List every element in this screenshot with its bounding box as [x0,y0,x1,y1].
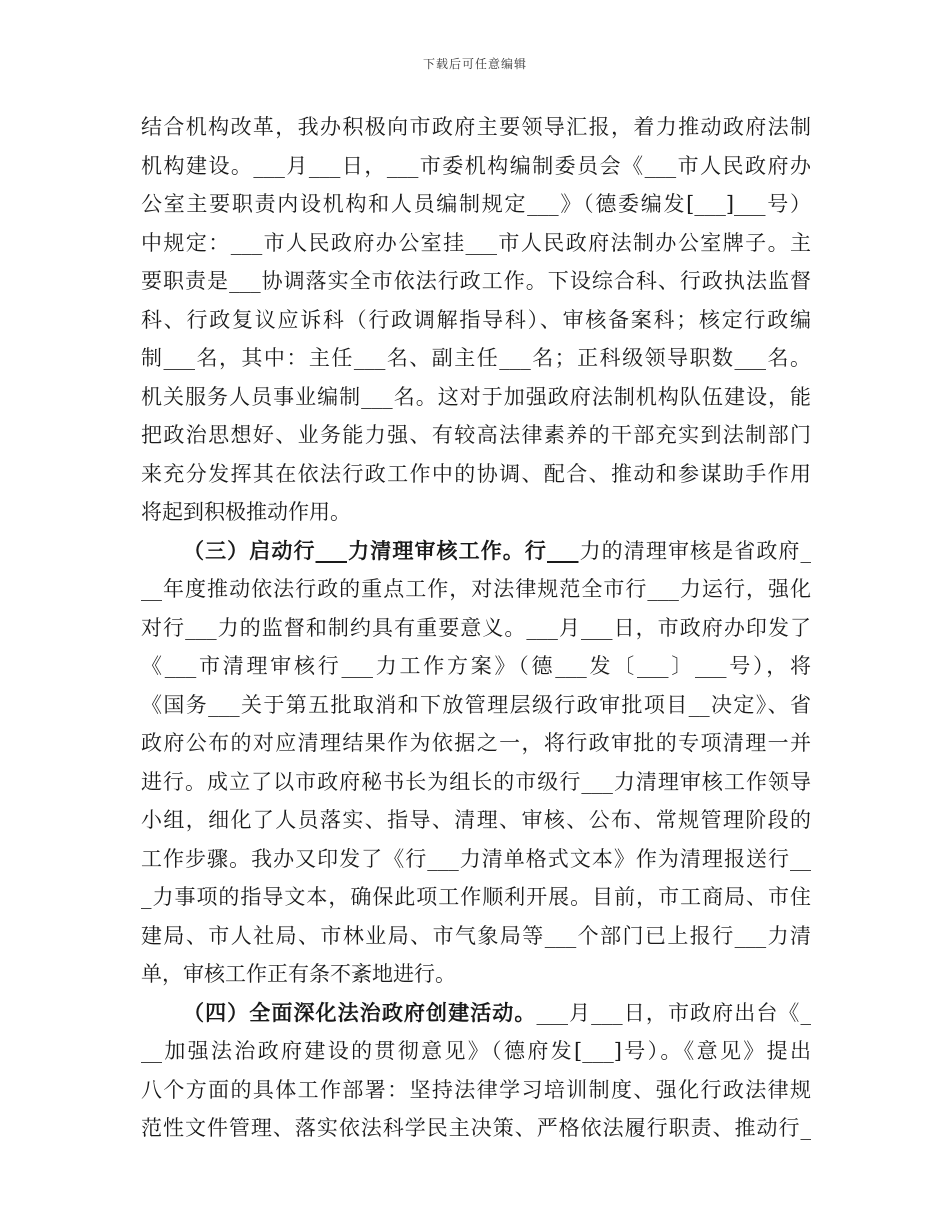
line-text: 中规定：___市人民政府办公室挂___市人民政府法制办公室牌子。主 [141,230,811,255]
line-text: 进行。成立了以市政府秘书长为组长的市级行___力清理审核工作领导 [141,769,811,794]
line-text: 把政治思想好、业务能力强、有较高法律素养的干部充实到法制部门 [141,423,811,447]
line-text: 制___名，其中：主任___名、副主任___名；正科级领导职数___名。 [141,346,811,370]
text-line [141,378,811,417]
line-text: 科、行政复议应诉科（行政调解指导科）、审核备案科；核定行政编 [141,307,811,332]
section-heading: （四）全面深化法治政府创建活动。 [183,999,537,1025]
text-line [141,878,811,917]
line-text: 建局、市人社局、市林业局、市气象局等___个部门已上报行___力清 [141,923,811,948]
line-text: __年度推动依法行政的重点工作，对法律规范全市行___力运行，强化 [141,577,811,601]
text-line [141,724,811,763]
text-line [141,917,811,956]
line-text: __加强法治政府建设的贯彻意见》（德府发[___]号）。《意见》提出 [141,1039,811,1063]
line-text: 力的清理审核是省政府_ [578,538,812,563]
text-line [141,1071,811,1110]
text-line [141,1032,811,1071]
line-text: 公室主要职责内设机构和人员编制规定___》（德委编发[___]___号） [141,192,811,216]
text-line [141,840,811,879]
text-line [141,532,811,571]
line-text: 结合机构改革，我办积极向市政府主要领导汇报，着力推动政府法制 [141,115,811,139]
text-line [141,455,811,494]
line-text: 要职责是___协调落实全市依法行政工作。下设综合科、行政执法监督 [141,269,811,293]
text-line [141,301,811,340]
text-line [141,763,811,802]
line-text: 八个方面的具体工作部署：坚持法律学习培训制度、强化行政法律规 [141,1077,811,1102]
line-text: 机构建设。___月___日，___市委机构编制委员会《___市人民政府办 [141,153,811,178]
text-line [141,801,811,840]
text-line [141,493,811,532]
text-line [141,224,811,263]
text-line [141,686,811,725]
line-text: ___月___日，市政府出台《_ [536,1000,812,1025]
line-text: 范性文件管理、落实依法科学民主决策、严格依法履行职责、推动行_ [141,1116,811,1140]
text-line [141,1109,811,1148]
line-text: 来充分发挥其在依法行政工作中的协调、配合、推动和参谋助手作用 [141,461,811,486]
line-text: 《___市清理审核行___力工作方案》（德___发〔___〕___号），将 [141,654,811,678]
line-text: 《国务___关于第五批取消和下放管理层级行政审批项目__决定》、省 [141,692,811,717]
text-line [141,185,811,224]
page-header-note: 下载后可任意编辑 [422,57,527,71]
text-line [141,108,811,147]
line-text: _力事项的指导文本，确保此项工作顺利开展。目前，市工商局、市住 [141,885,811,909]
line-text: 政府公布的对应清理结果作为依据之一，将行政审批的专项清理一并 [141,731,811,755]
line-text: 对行___力的监督和制约具有重要意义。___月___日，市政府办印发了 [141,615,811,640]
text-line [141,994,811,1033]
text-line [141,416,811,455]
section-heading: （三）启动行___力清理审核工作。行___ [183,537,579,563]
text-line [141,647,811,686]
line-text: 机关服务人员事业编制___名。这对于加强政府法制机构队伍建设，能 [141,384,811,409]
line-text: 单，审核工作正有条不紊地进行。 [141,962,456,986]
text-line [141,147,811,186]
text-line [141,955,811,994]
line-text: 小组，细化了人员落实、指导、清理、审核、公布、常规管理阶段的 [141,808,811,832]
text-line [141,262,811,301]
text-line [141,339,811,378]
text-line [141,609,811,648]
document-body [141,108,811,1148]
line-text: 工作步骤。我办又印发了《行___力清单格式文本》作为清理报送行__ [141,846,811,871]
text-line [141,570,811,609]
line-text: 将起到积极推动作用。 [141,500,351,524]
